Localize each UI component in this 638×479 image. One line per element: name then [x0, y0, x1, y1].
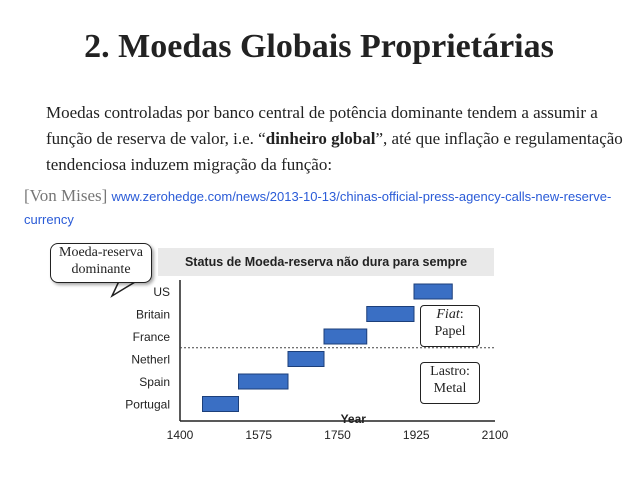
citation-source: [Von Mises]: [24, 186, 108, 205]
callout-fiat: [420, 305, 480, 347]
x-tick-label: 2100: [481, 428, 509, 442]
citation-link[interactable]: www.zerohedge.com/news/2013-10-13/chinas-official-press-agency-calls-new-reserve-currency: [24, 189, 612, 227]
x-tick-label: 1575: [245, 428, 273, 442]
intro-text-start: Moedas controladas por banco central de potência dominante tendem a assumir a função de reserva de valor, i.e. “: [46, 103, 598, 148]
x-tick-label: 1750: [324, 428, 351, 442]
category-label: Portugal: [125, 397, 170, 412]
callout-reserve-line1: Moeda-reserva: [59, 245, 143, 260]
intro-text-bold: dinheiro global: [265, 129, 376, 148]
x-axis-title: Year: [340, 412, 366, 426]
callout-lastro-line2: Metal: [433, 381, 467, 396]
category-label: France: [132, 330, 170, 344]
intro-text-end: ”, até que inflação e regulamentação tendenciosa induzem migração da função:: [46, 129, 623, 174]
category-label: Spain: [139, 375, 170, 389]
chart-title: Status de Moeda-reserva não dura para sempre: [158, 248, 494, 276]
x-tick-label: 1925: [402, 428, 430, 442]
callout-reserve-line2: dominante: [71, 262, 131, 277]
callout-reserve: [50, 243, 152, 283]
category-label: Netherl: [131, 352, 170, 367]
callout-fiat-line2: Papel: [434, 324, 466, 339]
slide-title: 2. Moedas Globais Proprietárias: [84, 28, 554, 65]
callout-fiat-word: Fiat: [436, 307, 460, 322]
callout-lastro: [420, 362, 480, 404]
x-tick-label: 1400: [166, 428, 194, 442]
category-label: US: [153, 285, 170, 299]
category-label: Britain: [135, 307, 170, 322]
callout-lastro-line1: Lastro:: [430, 364, 470, 379]
callout-fiat-line1: Fiat:: [436, 307, 464, 322]
